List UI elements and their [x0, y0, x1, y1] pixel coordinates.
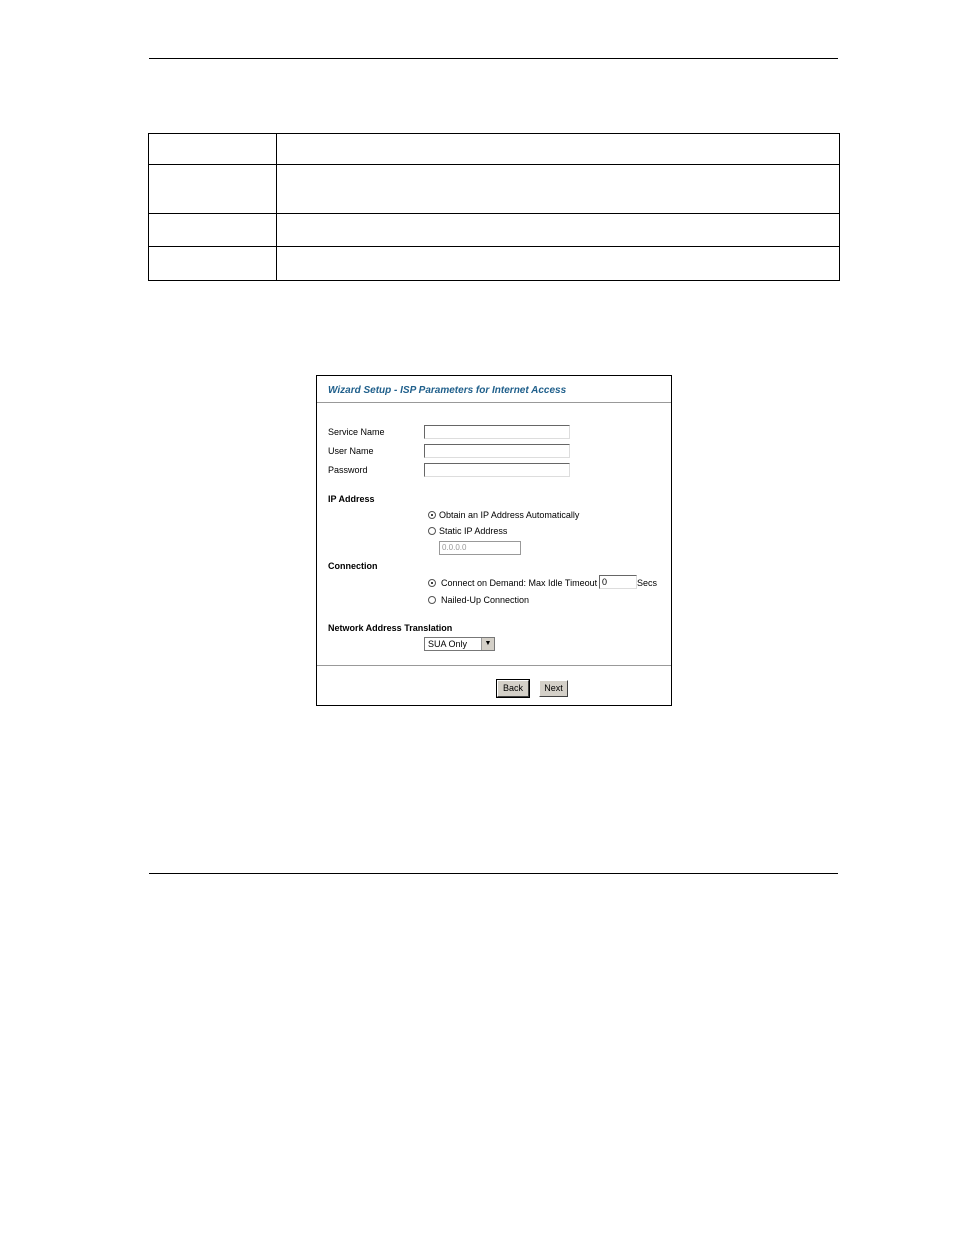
idle-timeout-input[interactable]: 0	[599, 575, 637, 589]
password-label: Password	[328, 465, 368, 475]
ip-auto-label: Obtain an IP Address Automatically	[439, 510, 580, 520]
table-cell	[277, 165, 840, 214]
service-name-label: Service Name	[328, 427, 385, 437]
nat-heading: Network Address Translation	[328, 623, 453, 633]
idle-unit-label: Secs	[637, 578, 658, 588]
table-cell	[277, 134, 840, 165]
footer-divider	[317, 665, 671, 666]
nailed-up-radio[interactable]	[428, 596, 436, 604]
connection-heading: Connection	[328, 561, 378, 571]
user-name-input[interactable]	[424, 444, 570, 458]
footer-rule	[149, 873, 838, 874]
nailed-up-label: Nailed-Up Connection	[441, 595, 530, 605]
service-name-input[interactable]	[424, 425, 570, 439]
nat-selected-value: SUA Only	[428, 639, 468, 649]
table-cell	[149, 165, 277, 214]
table-cell	[277, 247, 840, 281]
back-button[interactable]: Back	[497, 680, 529, 697]
table-cell	[149, 247, 277, 281]
password-input[interactable]	[424, 463, 570, 477]
ip-auto-radio[interactable]	[428, 511, 436, 519]
ip-static-label: Static IP Address	[439, 526, 508, 536]
header-rule	[149, 58, 838, 59]
parameter-table	[148, 133, 840, 281]
wizard-screenshot-panel	[316, 375, 672, 706]
table-cell	[149, 134, 277, 165]
connect-on-demand-radio[interactable]	[428, 579, 436, 587]
table-cell	[277, 214, 840, 247]
chevron-down-icon[interactable]: ▼	[481, 638, 494, 650]
static-ip-input[interactable]: 0.0.0.0	[439, 541, 521, 555]
title-divider	[317, 402, 671, 403]
ip-address-heading: IP Address	[328, 494, 375, 504]
next-button[interactable]: Next	[539, 680, 568, 697]
wizard-title: Wizard Setup - ISP Parameters for Internet Access	[328, 385, 567, 396]
nat-select[interactable]	[424, 637, 495, 651]
ip-static-radio[interactable]	[428, 527, 436, 535]
table-cell	[149, 214, 277, 247]
user-name-label: User Name	[328, 446, 374, 456]
connect-on-demand-label: Connect on Demand: Max Idle Timeout	[441, 578, 598, 588]
